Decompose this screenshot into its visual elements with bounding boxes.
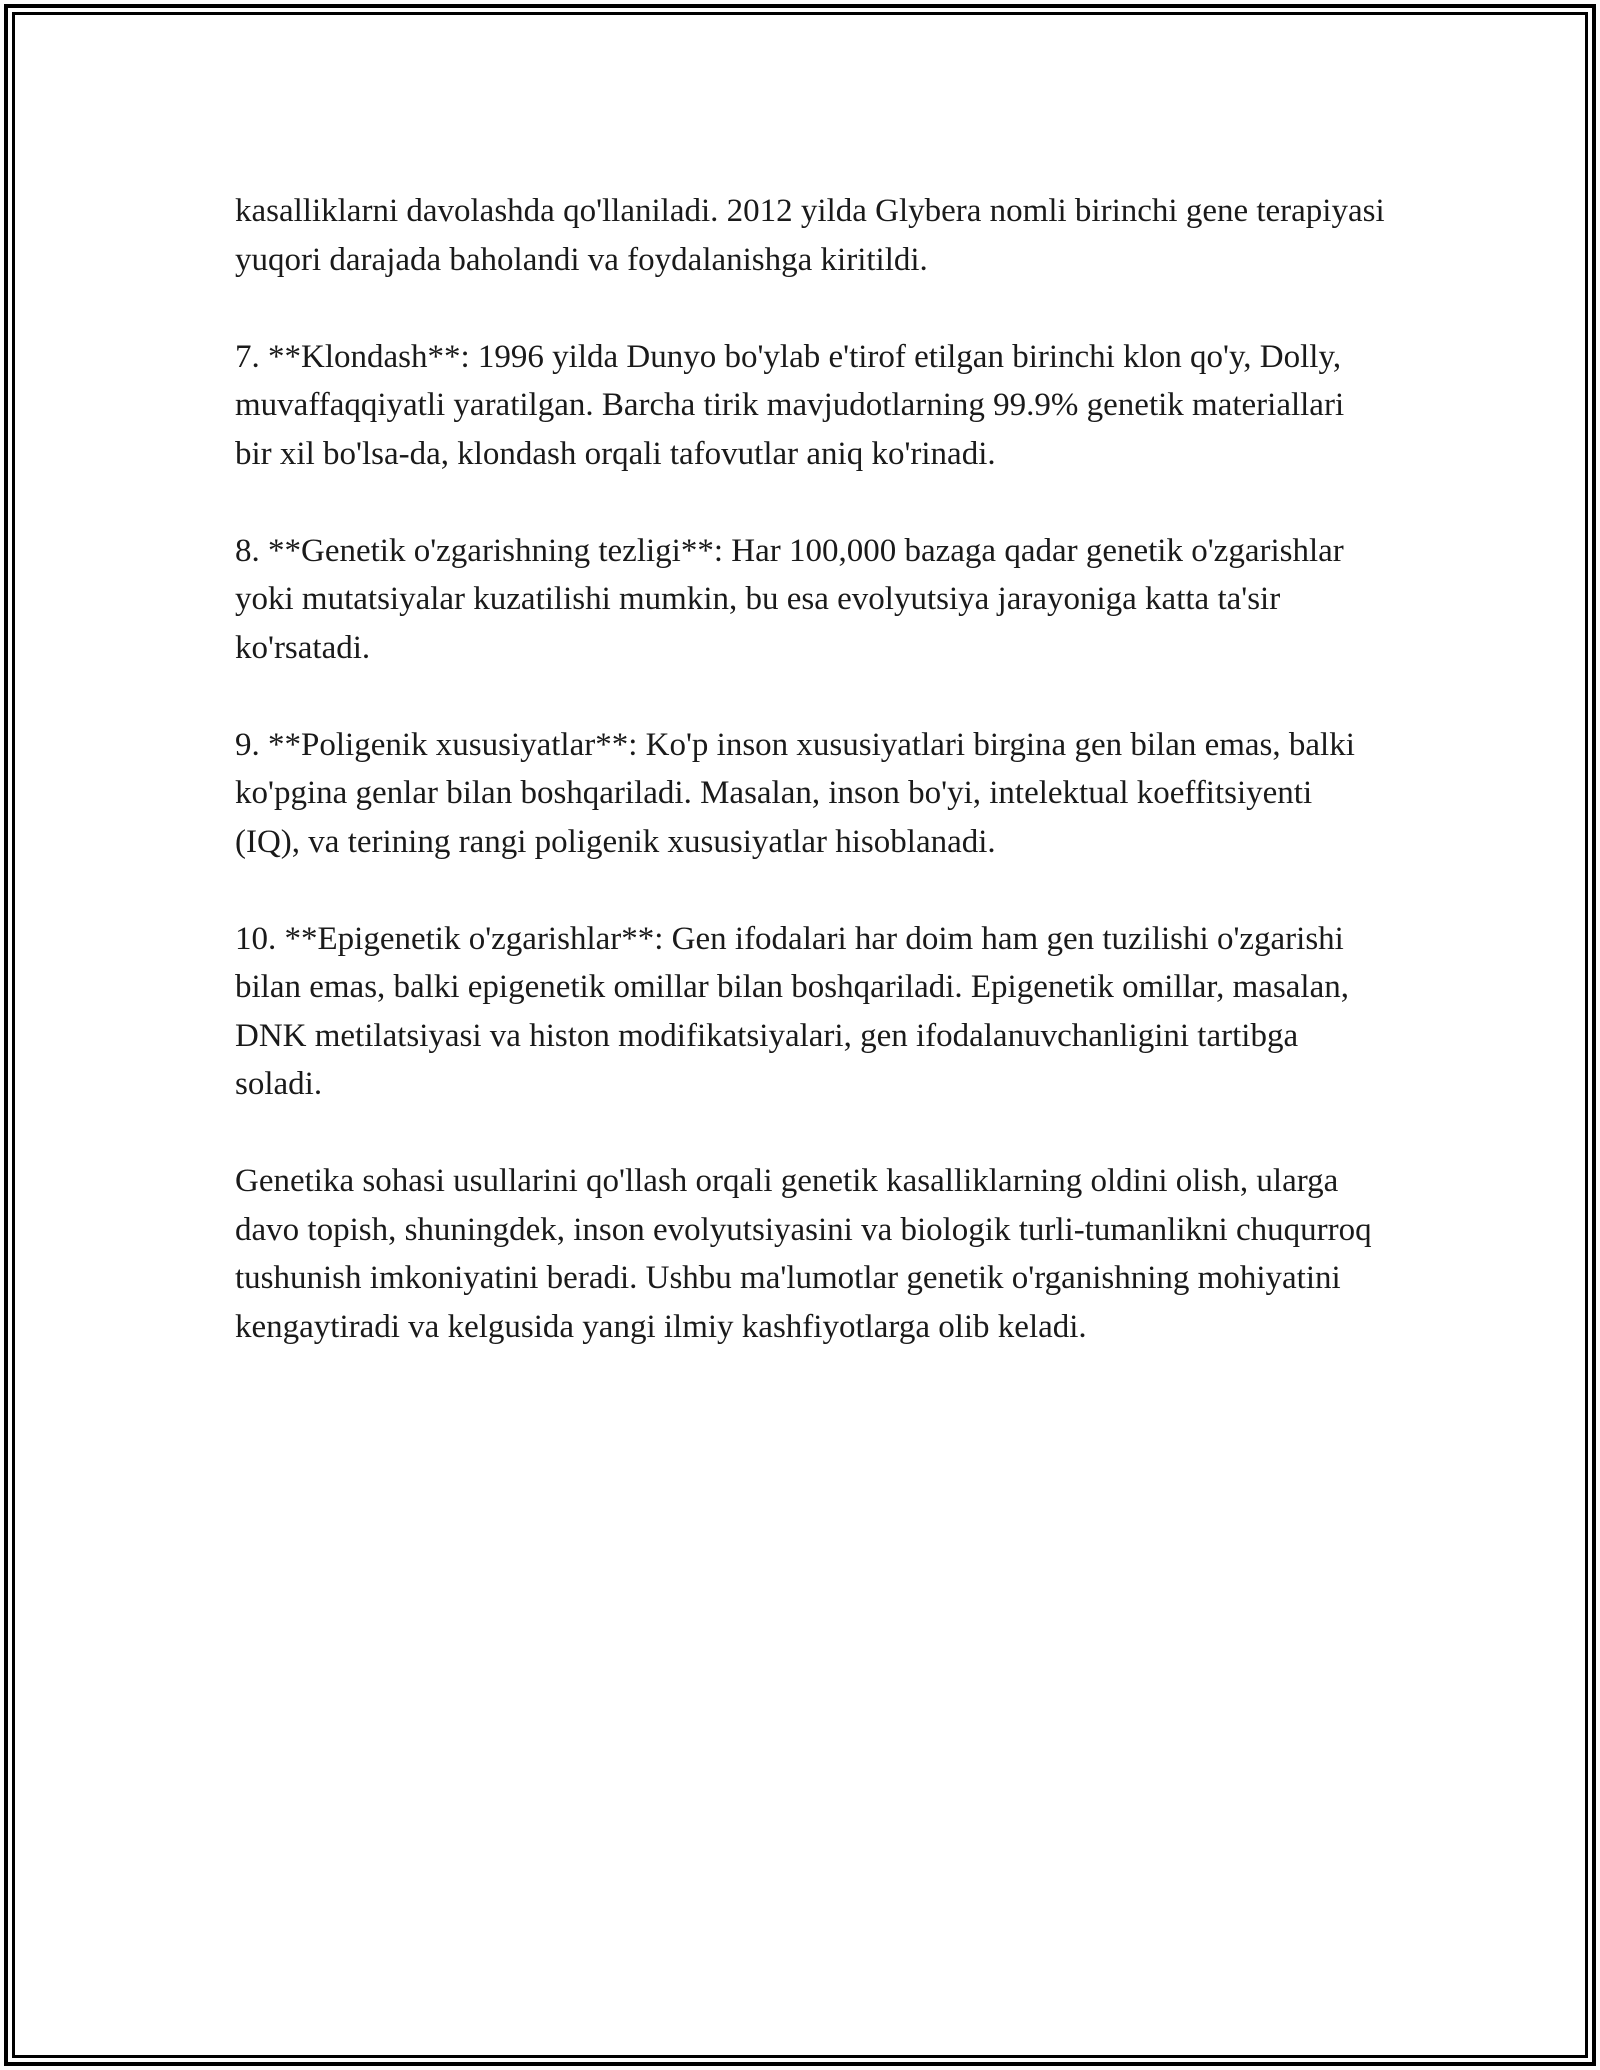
paragraph-epigenetic-changes: 10. **Epigenetik o'zgarishlar**: Gen ifodalari har doim ham gen tuzilishi o'zgarishi bilan emas, balki epigenetik omillar bilan boshqariladi. Epigenetik omillar, masalan, DNK metilatsiyasi va histon modifikatsiyalari, gen ifodalanuvchanligini tartibga soladi. [235,920,1349,1102]
paragraph-cloning: 7. **Klondash**: 1996 yilda Dunyo bo'ylab e'tirof etilgan birinchi klon qo'y, Dolly, muvaffaqqiyatli yaratilgan. Barcha tirik mavjudotlarning 99.9% genetik materiallari bir xil bo'lsa-da, klondash orqali tafovutlar aniq ko'rinadi. [235,338,1345,472]
paragraph-conclusion: Genetika sohasi usullarini qo'llash orqali genetik kasalliklarning oldini olish, ularga davo topish, shuningdek, inson evolyutsiyasini va biologik turli-tumanlikni chuqurroq tushunish imkoniyatini beradi. Ushbu ma'lumotlar genetik o'rganishning mohiyatini kengaytiradi va kelgusida yangi ilmiy kashfiyotlarga olib keladi. [235,1163,1372,1345]
paragraph-gene-therapy-continuation: kasalliklarni davolashda qo'llaniladi. 2012 yilda Glybera nomli birinchi gene terapiyasi yuqori darajada baholandi va foydalanishga kiritildi. [235,193,1385,278]
document-body [235,187,1385,1400]
paragraph-polygenic-traits: 9. **Poligenik xususiyatlar**: Ko'p inson xususiyatlari birgina gen bilan emas, balki ko'pgina genlar bilan boshqariladi. Masalan, inson bo'yi, intelektual koeffitsiyenti (IQ), va terining rangi poligenik xususiyatlar hisoblanadi. [235,726,1355,860]
paragraph-mutation-rate: 8. **Genetik o'zgarishning tezligi**: Har 100,000 bazaga qadar genetik o'zgarishlar yoki mutatsiyalar kuzatilishi mumkin, bu esa evolyutsiya jarayoniga katta ta'sir ko'rsatadi. [235,532,1344,666]
